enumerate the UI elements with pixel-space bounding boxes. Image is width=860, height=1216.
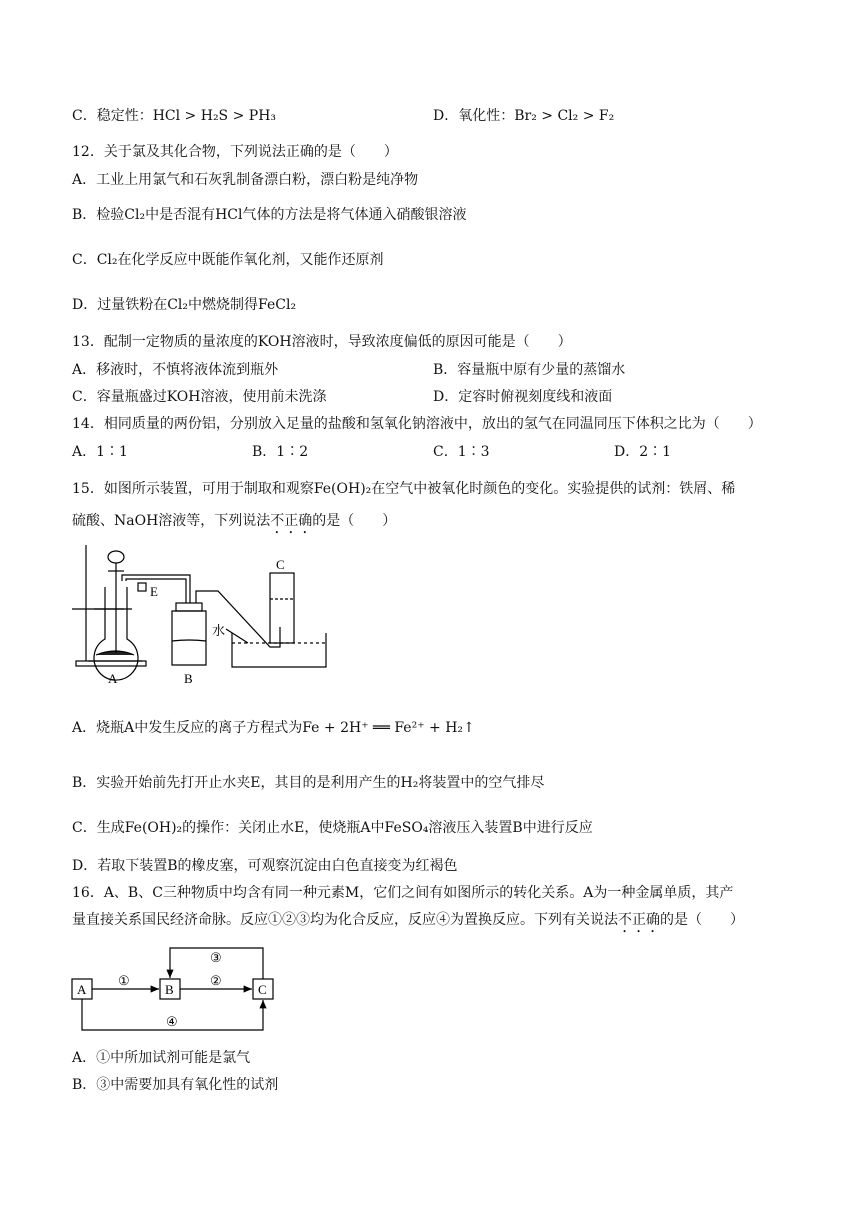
q14-option-c: C．1∶3: [433, 444, 490, 460]
q16-stem-line1: 16．A、B、C三种物质中均含有同一种元素M，它们之间有如图所示的转化关系。A为一种金属单质，其产: [72, 885, 734, 901]
q16-transformation-diagram: [70, 940, 290, 1040]
q12-stem: 12．关于氯及其化合物，下列说法正确的是（ ）: [72, 144, 398, 160]
q13-option-b: B．容量瓶中原有少量的蒸馏水: [433, 362, 626, 378]
q16-option-b: B．③中需要加具有氧化性的试剂: [72, 1077, 279, 1093]
q16-reaction-4: ④: [166, 1014, 178, 1029]
q11-option-d: D．氧化性：Br₂ > Cl₂ > F₂: [433, 108, 615, 124]
q11-option-c: C．稳定性：HCl > H₂S > PH₃: [72, 108, 277, 124]
q14-option-a: A．1∶1: [72, 444, 128, 460]
q16-reaction-1: ①: [118, 973, 130, 988]
q14-stem: 14．相同质量的两份铝，分别放入足量的盐酸和氢氧化钠溶液中，放出的氢气在同温同压下体积之比为（ ）: [72, 416, 762, 432]
q15-label-c: C: [276, 557, 285, 572]
q16-option-a: A．①中所加试剂可能是氯气: [72, 1050, 251, 1066]
q16-box-c: C: [258, 982, 267, 997]
q15-option-c: C．生成Fe(OH)₂的操作：关闭止水E，使烧瓶A中FeSO₄溶液压入装置B中进行反应: [72, 820, 593, 836]
q16-reaction-2: ②: [210, 973, 222, 988]
q16-box-a: A: [77, 982, 87, 997]
q15-label-water: 水: [212, 623, 226, 638]
q15-option-d: D．若取下装置B的橡皮塞，可观察沉淀由白色直接变为红褐色: [72, 858, 458, 874]
q16-reaction-3: ③: [210, 950, 222, 965]
q15-label-a: A: [108, 671, 118, 686]
q13-stem: 13．配制一定物质的量浓度的KOH溶液时，导致浓度偏低的原因可能是（ ）: [72, 334, 572, 350]
q16-stem-line2: 量直接关系国民经济命脉。反应①②③均为化合反应，反应④为置换反应。下列有关说法不正确的是（ ）: [72, 912, 744, 928]
q15-option-b: B．实验开始前先打开止水夹E，其目的是利用产生的H₂将装置中的空气排尽: [72, 775, 545, 791]
q16-box-b: B: [165, 982, 174, 997]
q12-option-a: A．工业上用氯气和石灰乳制备漂白粉，漂白粉是纯净物: [72, 172, 419, 188]
q12-option-c: C．Cl₂在化学反应中既能作氧化剂，又能作还原剂: [72, 252, 384, 268]
q15-apparatus-figure: [72, 543, 332, 688]
q15-label-e: E: [150, 584, 158, 599]
q15-stem-line1: 15．如图所示装置，可用于制取和观察Fe(OH)₂在空气中被氧化时颜色的变化。实验提供的试剂：铁屑、稀: [72, 481, 736, 497]
q13-option-d: D．定容时俯视刻度线和液面: [433, 389, 613, 405]
q16-emphasis: 不正确: [618, 912, 660, 928]
q13-option-a: A．移液时，不慎将液体流到瓶外: [72, 362, 279, 378]
q15-option-a: A．烧瓶A中发生反应的离子方程式为Fe + 2H⁺ ══ Fe²⁺ + H₂↑: [72, 720, 475, 736]
q14-option-d: D．2∶1: [614, 444, 672, 460]
q15-emphasis: 不正确: [270, 513, 313, 529]
q15-stem-line2: 硫酸、NaOH溶液等，下列说法不正确的是（ ）: [72, 513, 397, 529]
q13-option-c: C．容量瓶盛过KOH溶液，使用前未洗涤: [72, 389, 327, 405]
q12-option-d: D．过量铁粉在Cl₂中燃烧制得FeCl₂: [72, 297, 297, 313]
q14-option-b: B．1∶2: [252, 444, 309, 460]
q12-option-b: B．检验Cl₂中是否混有HCl气体的方法是将气体通入硝酸银溶液: [72, 207, 467, 223]
q15-label-b: B: [184, 671, 193, 686]
